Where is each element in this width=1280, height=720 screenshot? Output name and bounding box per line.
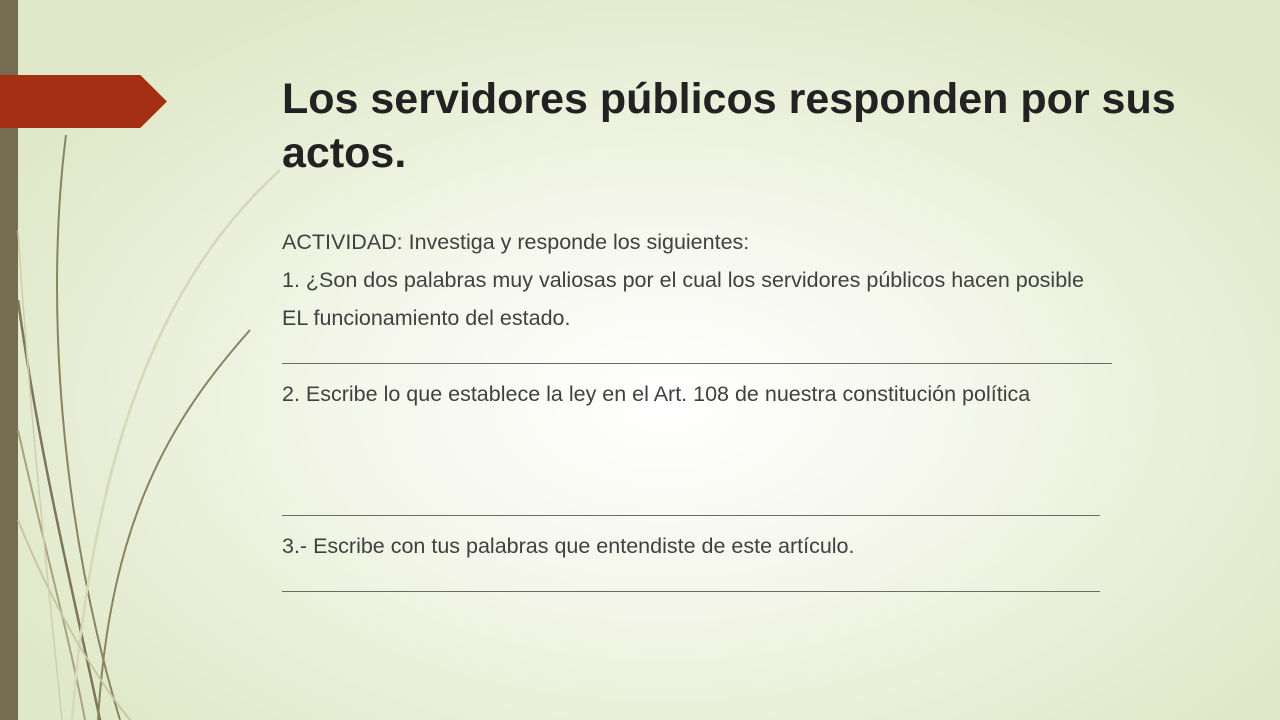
answer-line-2	[282, 515, 1100, 516]
activity-heading: ACTIVIDAD: Investiga y responde los siguientes:	[282, 230, 750, 254]
question-1-line-2: EL funcionamiento del estado.	[282, 306, 571, 330]
answer-line-3	[282, 591, 1100, 592]
question-2: 2. Escribe lo que establece la ley en el Art. 108 de nuestra constitución política	[282, 382, 1031, 406]
title-arrow-tag	[0, 75, 167, 128]
slide-title: Los servidores públicos responden por sus actos.	[282, 75, 1176, 177]
question-3: 3.- Escribe con tus palabras que entendiste de este artículo.	[282, 534, 855, 558]
question-1-line-1: 1. ¿Son dos palabras muy valiosas por el cual los servidores públicos hacen posible	[282, 268, 1084, 292]
answer-line-1	[282, 363, 1112, 364]
slide-body	[282, 223, 1242, 565]
